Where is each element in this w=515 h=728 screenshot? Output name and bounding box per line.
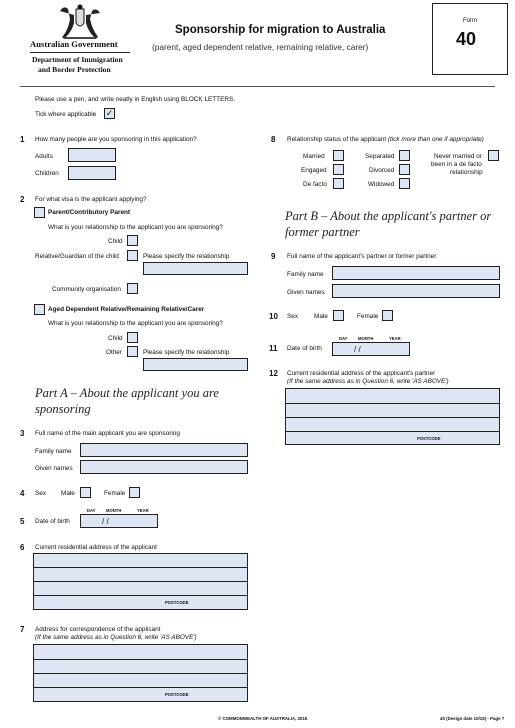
q12-address-line [286,403,499,404]
q2-community-checkbox[interactable] [127,283,138,294]
tick-instruction: Tick where applicable [35,111,97,118]
q11-text: Date of birth [287,345,322,352]
q8-never-checkbox[interactable] [488,150,499,161]
q11-day-label: DAY [339,336,348,341]
q2-relative-checkbox[interactable] [127,250,138,261]
q7-number: 7 [20,625,25,634]
q5-text: Date of birth [35,518,70,525]
q7-address-line [34,687,247,688]
q8-defacto-checkbox[interactable] [333,178,344,189]
q10-female-label: Female [357,313,379,320]
q6-address-line [34,581,247,582]
part-b-heading-line-2: former partner [285,225,360,239]
q8-question: Relationship status of the applicant [287,136,387,143]
q8-never-label-2: been in a de facto [431,161,482,168]
q12-address-input[interactable] [285,388,500,445]
q6-postcode-label: POSTCODE [165,600,189,605]
q10-male-label: Male [314,313,328,320]
logo-divider [30,52,130,53]
q7-address-line [34,673,247,674]
form-label: Form [463,18,477,24]
q11-dob-separators: / / [354,345,361,354]
q2-child2-label: Child [108,335,123,342]
q11-dob-input[interactable] [332,342,410,356]
form-number: 40 [456,29,477,49]
q2-relative-label: Relative/Guardian of the child [35,253,119,260]
q9-number: 9 [271,252,276,261]
q11-year-label: YEAR [389,336,401,341]
tick-example-checkbox: ✓ [105,108,114,118]
q5-day-label: DAY [87,508,96,513]
q2-other-checkbox[interactable] [127,346,138,357]
q1-text: How many people are you sponsoring in this application? [35,136,197,143]
q10-female-checkbox[interactable] [382,310,393,321]
q1-number: 1 [20,135,25,144]
q4-male-checkbox[interactable] [80,487,91,498]
q2-specify2-input[interactable] [143,358,248,371]
q6-address-line [34,567,247,568]
q8-note: (tick more than one if appropriate) [387,136,484,143]
q2-specify-input[interactable] [143,262,248,275]
q5-year-label: YEAR [137,508,149,513]
q2-number: 2 [20,195,25,204]
department-line-2: and Border Protection [38,65,111,74]
q6-address-line [34,595,247,596]
q6-address-input[interactable] [33,553,248,610]
q8-divorced-checkbox[interactable] [399,164,410,175]
q3-given-label: Given names [35,465,73,472]
q2-community-label: Community organisation [52,286,121,293]
q2-parent-checkbox[interactable] [34,207,45,218]
q1-adults-label: Adults [35,153,53,160]
q5-number: 5 [20,517,25,526]
q2-aged-label: Aged Dependent Relative/Remaining Relative/Carer [48,306,205,313]
q2-parent-label: Parent/Contributory Parent [48,209,131,216]
q2-child2-checkbox[interactable] [127,332,138,343]
q9-given-input[interactable] [332,284,500,298]
q12-number: 12 [269,369,278,378]
q7-address-line [34,659,247,660]
q2-specify-label: Please specify the relationship [143,253,230,260]
q4-text: Sex [35,490,47,497]
form-title: Sponsorship for migration to Australia [175,24,386,36]
q8-text [287,136,484,143]
q11-number: 11 [269,344,278,353]
q8-separated-label: Separated [365,153,395,160]
q12-text: Current residential address of the applicant's partner [287,370,436,377]
q8-defacto-label: De facto [303,181,327,188]
form-subtitle: (parent, aged dependent relative, remaining relative, carer) [152,42,369,52]
q1-adults-input[interactable] [68,148,116,162]
government-name: Australian Government [30,39,118,49]
q8-never-label-3: relationship [450,169,483,176]
q5-month-label: MONTH [106,508,122,513]
q3-given-input[interactable] [80,460,248,474]
part-b-heading-line-1: Part B – About the applicant's partner or [285,209,492,223]
q12-postcode-label: POSTCODE [417,436,441,441]
q7-postcode-label: POSTCODE [165,692,189,697]
q8-engaged-label: Engaged [301,167,327,174]
q2-aged-checkbox[interactable] [34,304,45,315]
q4-female-label: Female [104,490,126,497]
instructions-text: Please use a pen, and write neatly in English using BLOCK LETTERS. [35,96,235,103]
q7-text: Address for correspondence of the applicant [35,626,161,633]
q9-family-label: Family name [287,271,324,278]
q10-text: Sex [287,313,299,320]
part-a-heading-line-2: sponsoring [35,402,91,416]
q2-child-checkbox[interactable] [127,235,138,246]
q4-number: 4 [20,489,25,498]
q12-note: (If the same address as in Question 6, write 'AS ABOVE') [287,378,449,385]
q2-text: For what visa is the applicant applying? [35,196,147,203]
q8-widowed-label: Widowed [368,181,395,188]
q8-married-label: Married [303,153,325,160]
q4-female-checkbox[interactable] [129,487,140,498]
q6-text: Current residential address of the applicant [35,544,157,551]
q7-note: (If the same address as in Question 6, write 'AS ABOVE') [35,634,197,641]
q6-number: 6 [20,543,25,552]
q4-male-label: Male [61,490,75,497]
q8-widowed-checkbox[interactable] [399,178,410,189]
q2-specify2-label: Please specify the relationship [143,349,230,356]
q8-separated-checkbox[interactable] [399,150,410,161]
part-a-heading-line-1: Part A – About the applicant you are [35,386,219,400]
department-line-1: Department of Immigration [32,55,123,64]
form-number-box [432,3,508,75]
q3-number: 3 [20,429,25,438]
header-rule [20,86,495,87]
footer-copyright: © COMMONWEALTH OF AUSTRALIA, 2015 [218,716,308,721]
q9-text: Full name of the applicant's partner or former partner [287,253,437,260]
q10-number: 10 [269,312,278,321]
q2-child-label: Child [108,238,123,245]
q2-other-label: Other [106,349,122,356]
q5-dob-input[interactable] [80,514,158,528]
q3-family-input[interactable] [80,443,248,457]
q10-male-checkbox[interactable] [333,310,344,321]
q9-family-input[interactable] [332,266,500,280]
q3-text: Full name of the main applicant you are sponsoring [35,430,180,437]
q12-address-line [286,431,499,432]
q8-number: 8 [271,135,276,144]
q1-children-input[interactable] [68,166,116,180]
q5-dob-separators: / / [102,517,109,526]
q8-married-checkbox[interactable] [333,150,344,161]
q2-rel-question-2: What is your relationship to the applicant you are sponsoring? [48,320,223,327]
footer-page-info: 40 (Design date 10/15) - Page 7 [440,716,505,721]
q2-rel-question: What is your relationship to the applicant you are sponsoring? [48,224,223,231]
q7-address-input[interactable] [33,644,248,702]
q12-address-line [286,417,499,418]
q11-month-label: MONTH [358,336,374,341]
q1-children-label: Children [35,170,59,177]
coat-of-arms-icon [56,3,104,41]
q8-divorced-label: Divorced [369,167,395,174]
q9-given-label: Given names [287,289,325,296]
q8-never-label-1: Never married or [434,153,482,160]
q3-family-label: Family name [35,448,72,455]
q8-engaged-checkbox[interactable] [333,164,344,175]
